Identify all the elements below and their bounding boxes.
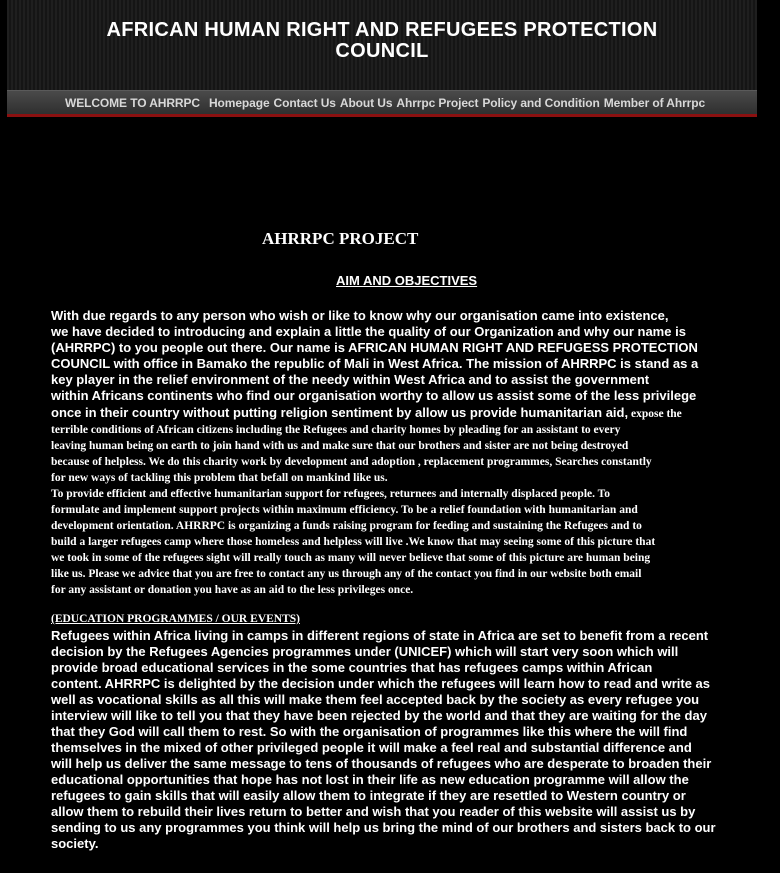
page-title: AHRRPC PROJECT [262,229,419,248]
education-line: society. [51,836,99,851]
nav-item-about-us[interactable]: About Us [339,96,393,110]
intro-line: for any assistant or donation you have as an aid to the less privileges once. [51,584,414,596]
intro-line: we took in some of the refugees sight will really touch as many will never believe that some of this picture are human being [51,552,651,564]
site-title-line-2: COUNCIL [335,40,429,62]
education-heading: (EDUCATION PROGRAMMES / OUR EVENTS) [51,613,300,625]
intro-line [51,404,741,422]
education-line: well as vocational skills as all this will make them feel accepted back by the society as every refugee you [51,692,700,707]
education-line: content. AHRRPC is delighted by the decision under which the refugees will learn how to read and write as [51,676,711,691]
education-line: refugees to gain skills that will easily allow them to integrate if they are resettled to Western country or [51,788,686,803]
nav-item-policy[interactable]: Policy and Condition [482,96,600,110]
education-line: educational opportunities that hope has not lost in their life as new education programme will allow the [51,772,689,787]
intro-line: formulate and implement support projects within maximum efficiency. To be a relief foundation with humanitarian and [51,504,638,516]
nav-menu [65,96,709,110]
nav-item-contact-us[interactable]: Contact Us [273,96,336,110]
nav-bar [7,90,757,115]
education-line: will help us deliver the same message to tens of thousands of refugees who are desperate to broaden their [51,756,712,771]
site-title-line-1: AFRICAN HUMAN RIGHT AND REFUGEES PROTECTION [106,19,658,41]
nav-item-welcome[interactable]: WELCOME TO AHRRPC [65,96,200,110]
education-line: allow them to rebuild their lives return to better and wish that you reader of this website will assist us by [51,804,696,819]
intro-line: COUNCIL with office in Bamako the republic of Mali in West Africa. The mission of AHRRPC is stand as a [51,356,699,371]
intro-line: within Africans continents who find our organisation worthy to allow us assist some of the less privilege [51,388,697,403]
intro-line: we have decided to introducing and explain a little the quality of our Organization and why our name is [51,324,686,339]
education-line: interview will like to tell you that they have been rejected by the world and that they are waiting for the day [51,708,707,723]
intro-text [51,308,741,598]
intro-line: development orientation. AHRRPC is organizing a funds raising program for feeding and sustaining the Refugees and to [51,520,642,532]
education-line: sending to us any programmes you think will help us bring the mind of our brothers and sisters back to our [51,820,716,835]
intro-line: key player in the relief environment of the needy within West Africa and to assist the government [51,372,650,387]
education-text [51,628,741,852]
education-line: Refugees within Africa living in camps in different regions of state in Africa are set to benefit from a recent [51,628,709,643]
intro-line: To provide efficient and effective humanitarian support for refugees, returnees and internally displaced people. To [51,488,611,500]
nav-underline [7,114,757,117]
education-line: themselves in the mixed of other privileged people it will make a feel real and substantial difference and [51,740,692,755]
intro-line: because of helpless. We do this charity work by development and adoption , replacement programmes, Searches constantly [51,456,652,468]
education-line: provide broad educational services in the some countries that has refugees camps within African [51,660,653,675]
intro-line: for new ways of tackling this problem that befall on mankind like us. [51,472,388,484]
nav-item-ahrrpc-project[interactable]: Ahrrpc Project [396,96,479,110]
education-line: that they God will call them to rest. So with the organisation of programmes like this where the will find [51,724,688,739]
nav-item-homepage[interactable]: Homepage [208,96,270,110]
intro-line-serif-part: expose the [628,408,682,420]
site-title [0,20,764,62]
intro-line: like us. Please we advice that you are free to contact any us through any of the contact you find in our website both email [51,568,642,580]
intro-line: build a larger refugees camp where those homeless and helpless will live .We know that may seeing some of this picture that [51,536,656,548]
education-line: decision by the Refugees Agencies programmes under (UNICEF) which will start very soon which will [51,644,679,659]
intro-line-sans-part: once in their country without putting religion sentiment by allow us provide humanitarian aid, [51,405,629,420]
nav-item-members[interactable]: Member of Ahrrpc [603,96,706,110]
intro-line: With due regards to any person who wish or like to know why our organisation came into existence, [51,308,669,323]
intro-line: (AHRRPC) to you people out there. Our name is AFRICAN HUMAN RIGHT AND REFUGESS PROTECTION [51,340,698,355]
intro-line: terrible conditions of African citizens including the Refugees and charity homes by pleading for an assistant to every [51,424,621,436]
aim-heading: AIM AND OBJECTIVES [336,273,478,288]
intro-line: leaving human being on earth to join hand with us and make sure that our brothers and sister are not being destroyed [51,440,629,452]
